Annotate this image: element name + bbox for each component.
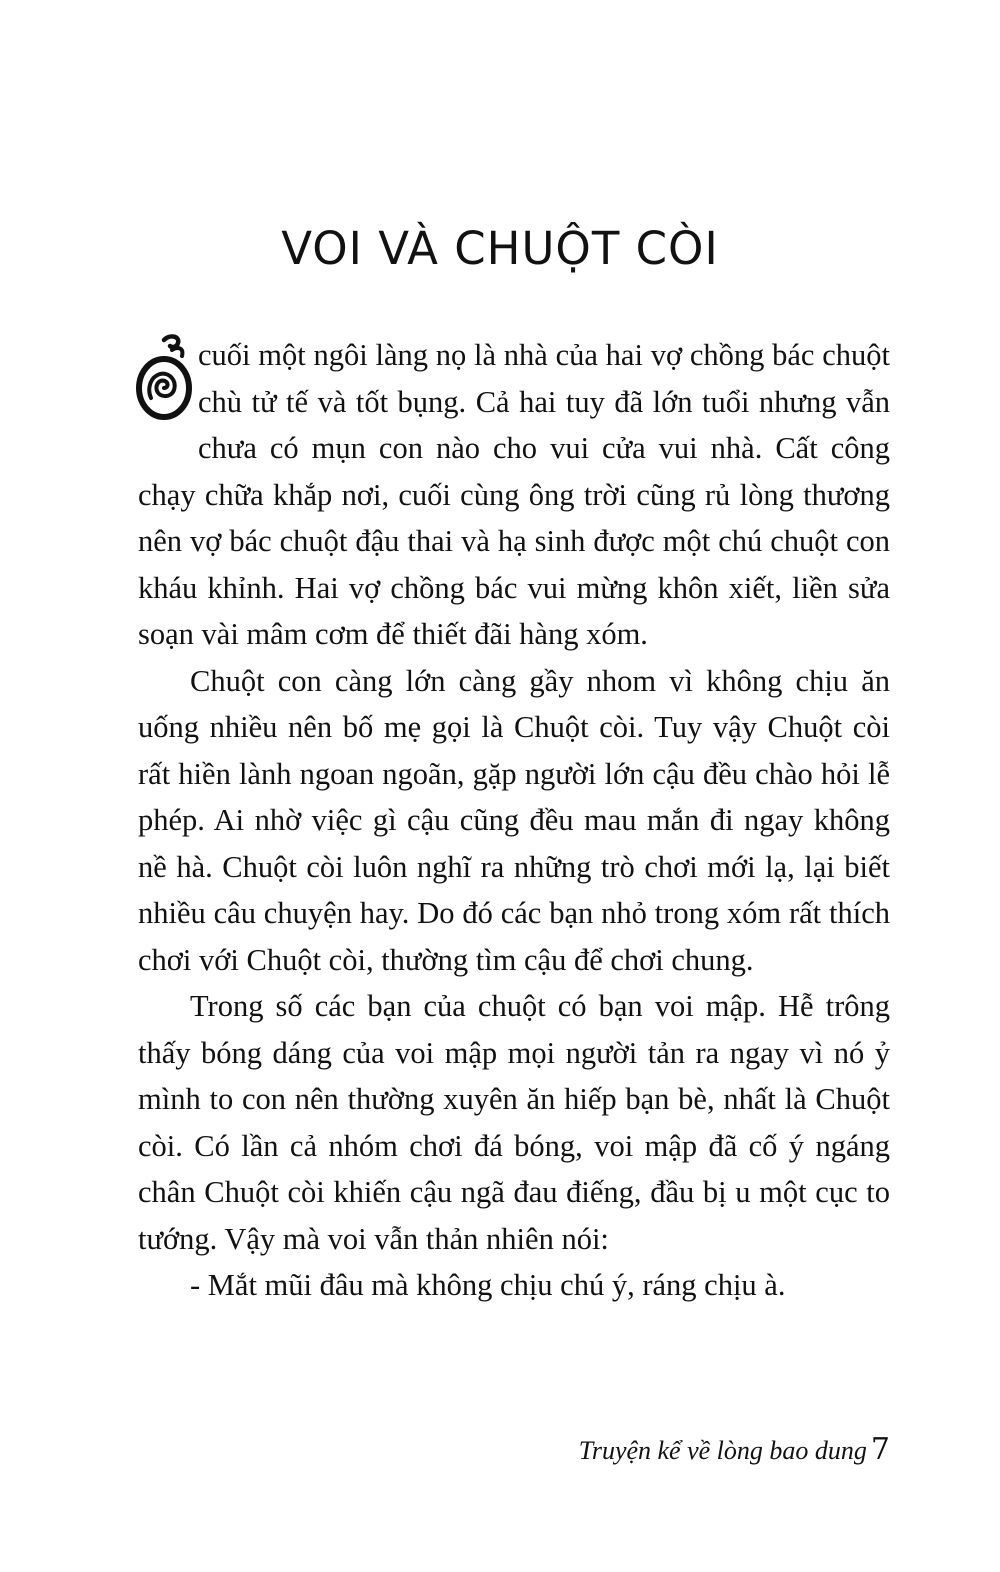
page-number: 7 [870, 1432, 890, 1467]
dropcap-o-horn-icon [134, 334, 196, 426]
story-body [138, 332, 890, 1309]
story-paragraph-1-text: cuối một ngôi làng nọ là nhà của hai vợ chồng bác chuột chù tử tế và tốt bụng. Cả hai tuy đã lớn tuổi nhưng vẫn chưa có mụn con nào cho vui cửa vui nhà. Cất công chạy chữa khắp nơi, cuối cùng ông trời cũng rủ lòng thương nên vợ bác chuột đậu thai và hạ sinh được một chú chuột con kháu khỉnh. Hai vợ chồng bác vui mừng khôn xiết, liền sửa soạn vài mâm cơm để thiết đãi hàng xóm. [138, 338, 890, 651]
story-paragraph-3: Trong số các bạn của chuột có bạn voi mập. Hễ trông thấy bóng dáng của voi mập mọi người tản ra ngay vì nó ỷ mình to con nên thường xuyên ăn hiếp bạn bè, nhất là Chuột còi. Có lần cả nhóm chơi đá bóng, voi mập đã cố ý ngáng chân Chuột còi khiến cậu ngã đau điếng, đầu bị u một cục to tướng. Vậy mà voi vẫn thản nhiên nói: [138, 989, 890, 1256]
page-footer [579, 1432, 890, 1467]
story-paragraph-2: Chuột con càng lớn càng gầy nhom vì không chịu ăn uống nhiều nên bố mẹ gọi là Chuột còi. Tuy vậy Chuột còi rất hiền lành ngoan ngoãn, gặp người lớn cậu đều chào hỏi lễ phép. Ai nhờ việc gì cậu cũng đều mau mắn đi ngay không nề hà. Chuột còi luôn nghĩ ra những trò chơi mới lạ, lại biết nhiều câu chuyện hay. Do đó các bạn nhỏ trong xóm rất thích chơi với Chuột còi, thường tìm cậu để chơi chung. [138, 663, 890, 977]
running-book-title: Truyện kể về lòng bao dung [578, 1436, 867, 1465]
story-paragraph-1 [138, 332, 890, 658]
chapter-title: VOI VÀ CHUỘT CÒI [281, 222, 719, 275]
dropcap [134, 334, 196, 426]
story-dialogue-line: - Mắt mũi đâu mà không chịu chú ý, ráng chịu à. [190, 1268, 786, 1302]
